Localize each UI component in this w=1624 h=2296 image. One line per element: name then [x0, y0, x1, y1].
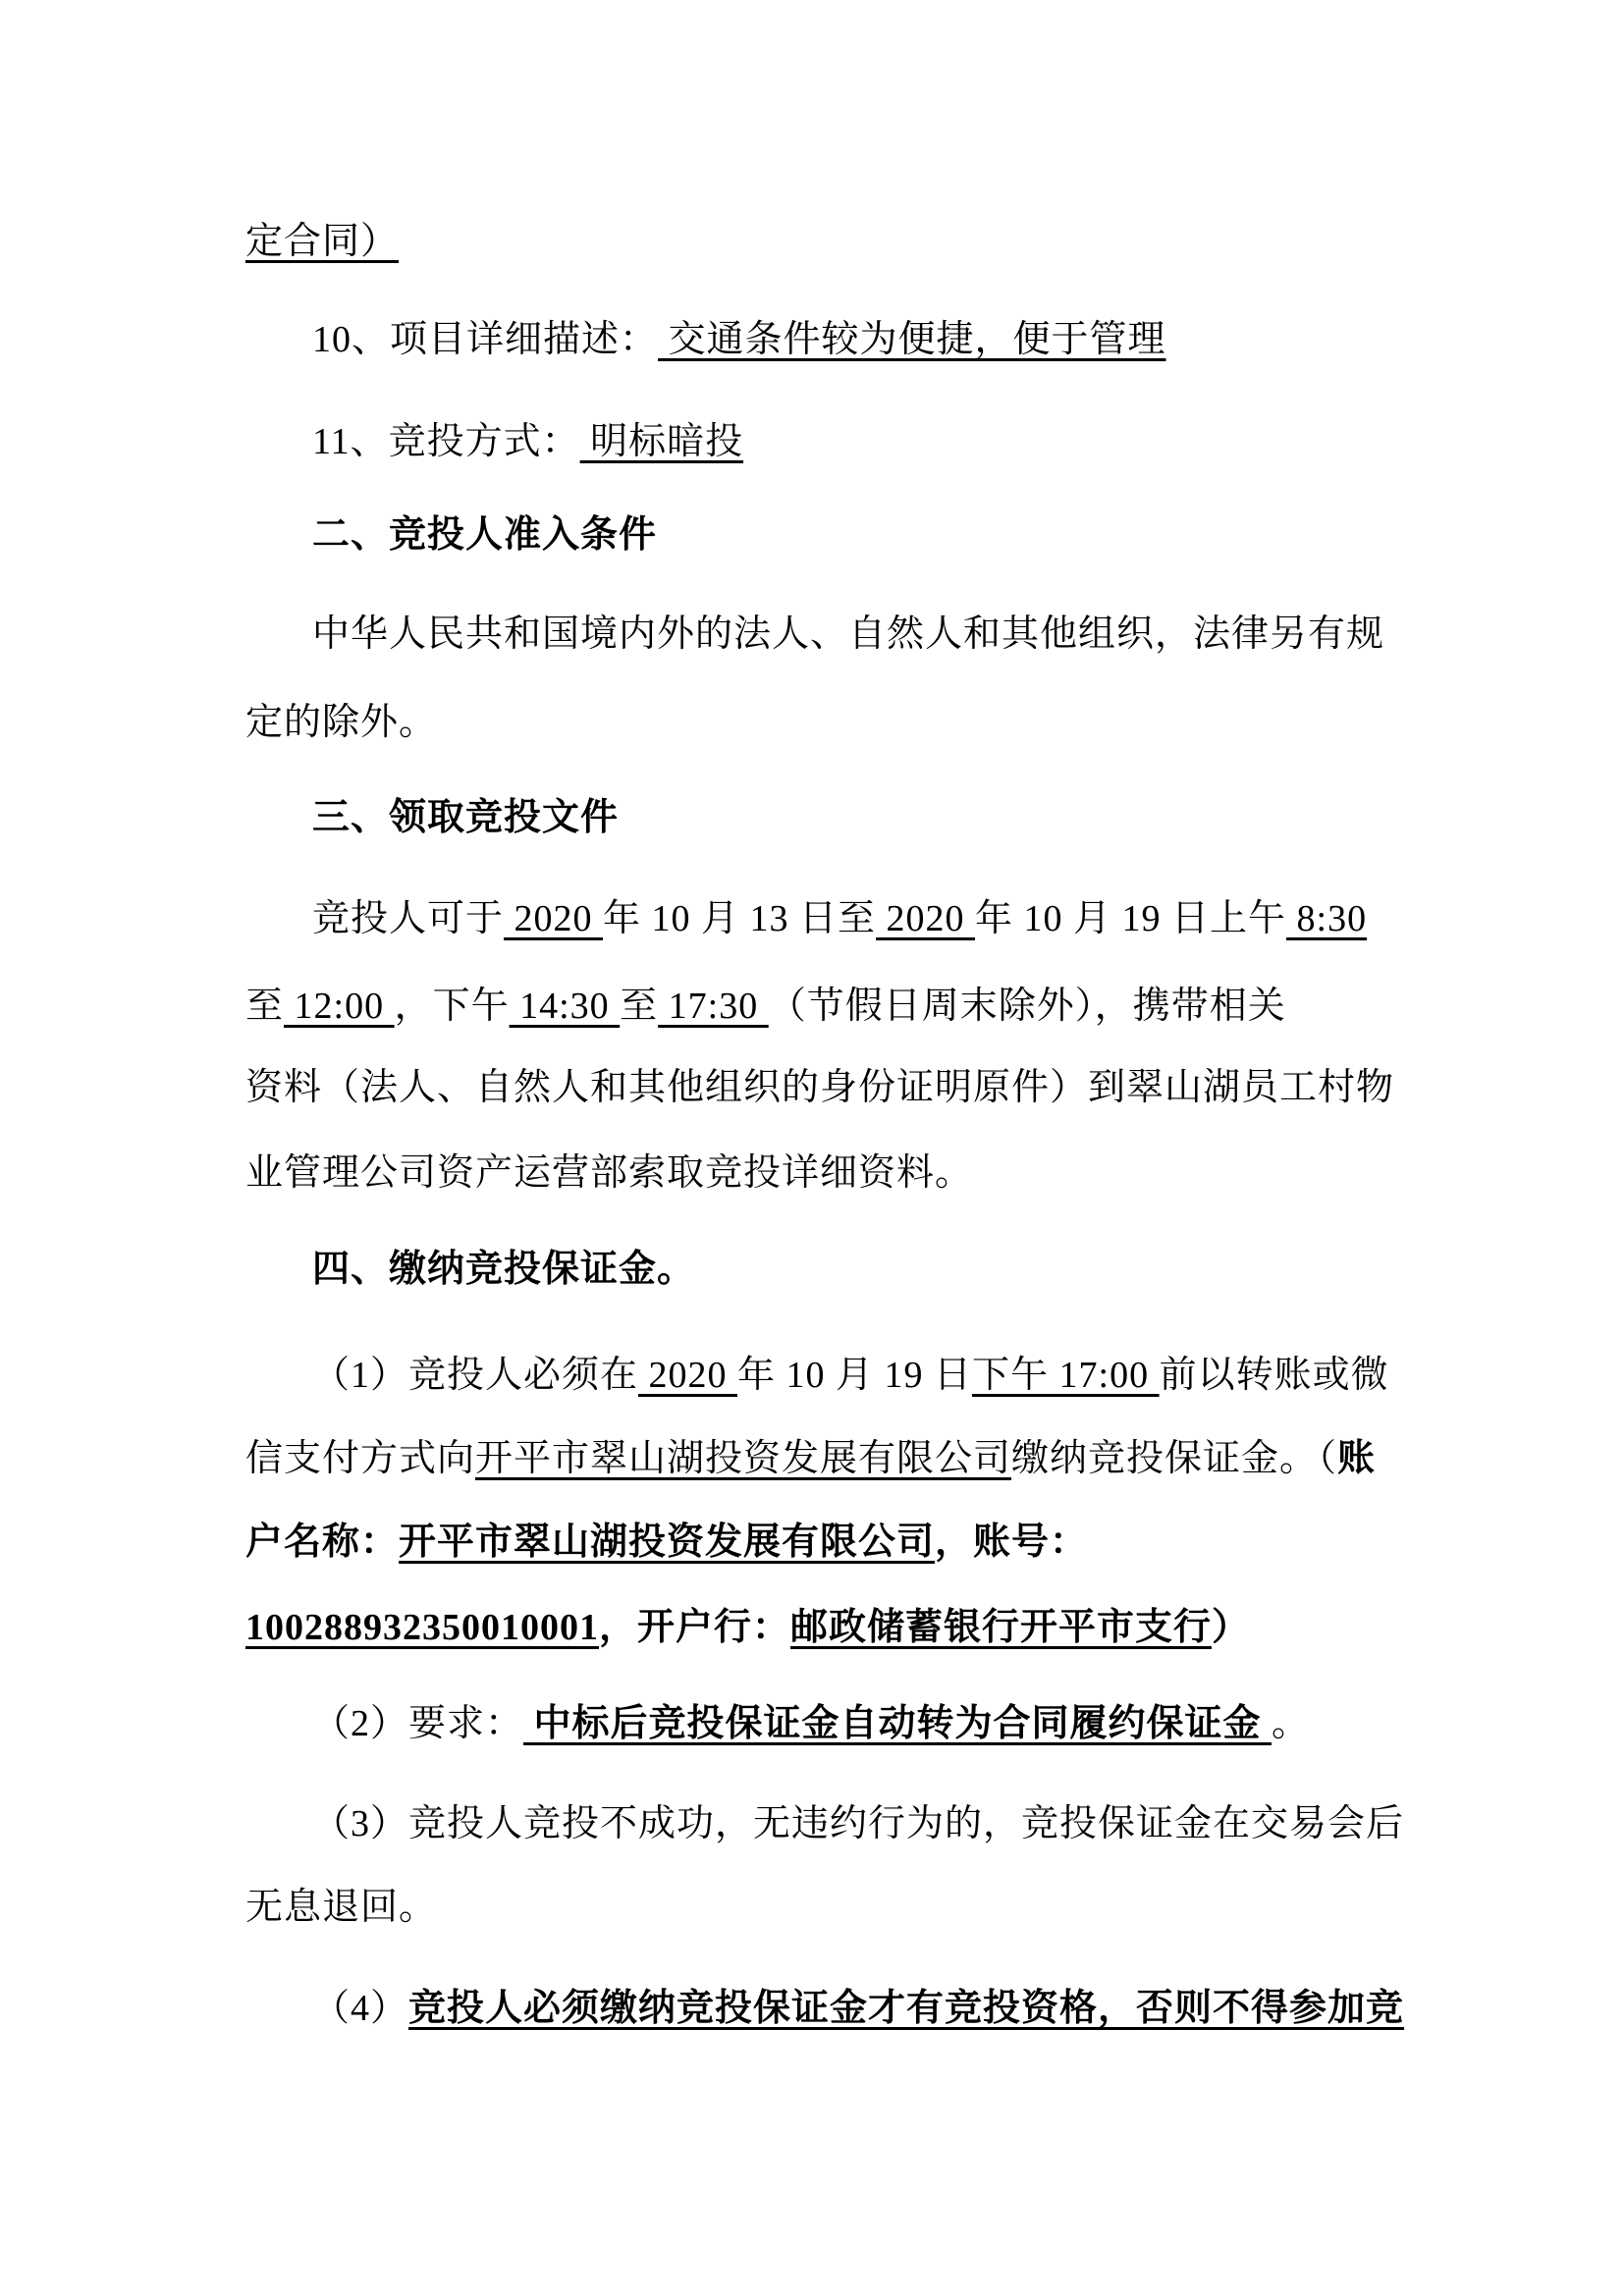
account-holder-name: 开平市翠山湖投资发展有限公司 [399, 1522, 936, 1563]
body-text: （节假日周末除外），携带相关 [768, 986, 1286, 1027]
clause-3-line-2 [245, 1886, 437, 1929]
heading-text: 二、竞投人准入条件 [312, 514, 658, 556]
body-text: （1）竞投人必须在 [312, 1355, 639, 1396]
filled-in-year: 2020 [638, 1355, 738, 1396]
body-text: 定的除外。 [245, 702, 438, 743]
section-3-heading [312, 796, 619, 839]
contract-note-continuation [245, 220, 399, 263]
body-text: 中华人民共和国境内外的法人、自然人和其他组织，法律另有规 [312, 614, 1385, 655]
section-4-heading [312, 1248, 695, 1291]
section-2-body-line-1 [312, 613, 1384, 656]
bold-text: 账 [1337, 1438, 1377, 1479]
filled-in-value: 明标暗投 [579, 421, 744, 462]
section-3-body-line-2 [245, 985, 1286, 1028]
clause-label: （2）要求： [312, 1703, 524, 1744]
bank-label: ，开户行： [599, 1607, 791, 1648]
item-10-project-description [312, 318, 1166, 361]
body-text: 无息退回。 [245, 1887, 438, 1928]
account-name-label: 户名称： [245, 1522, 400, 1563]
item-11-bidding-method [312, 420, 743, 463]
filled-in-time: 12:00 [284, 986, 395, 1027]
body-text: 。 [1272, 1703, 1311, 1744]
filled-in-deadline: 下午 17:00 [972, 1355, 1160, 1396]
body-text: （3）竞投人竞投不成功，无违约行为的，竞投保证金在交易会后 [312, 1803, 1405, 1844]
body-text: 年 10 月 13 日至 [603, 898, 877, 939]
section-3-body-line-1 [312, 897, 1367, 940]
payee-company-name: 开平市翠山湖投资发展有限公司 [475, 1438, 1012, 1479]
filled-in-time: 17:30 [658, 986, 769, 1027]
account-number: 100288932350010001 [245, 1607, 599, 1648]
clause-1-line-1 [312, 1354, 1389, 1397]
filled-in-year: 2020 [876, 898, 976, 939]
filled-in-time: 8:30 [1286, 898, 1368, 939]
heading-text: 四、缴纳竞投保证金。 [312, 1249, 696, 1290]
bank-name: 邮政储蓄银行开平市支行 [790, 1607, 1213, 1648]
body-text: 业管理公司资产运营部索取竞投详细资料。 [245, 1152, 974, 1194]
clause-1-line-3 [245, 1521, 1088, 1564]
body-text: 年 10 月 19 日上午 [975, 898, 1287, 939]
section-2-body-line-2 [245, 701, 437, 744]
filled-in-time: 14:30 [509, 986, 621, 1027]
clause-2 [312, 1702, 1310, 1745]
body-text: 缴纳竞投保证金。（ [1011, 1438, 1338, 1479]
mandatory-requirement-text: 竞投人必须缴纳竞投保证金才有竞投资格，否则不得参加竞 [408, 1988, 1405, 2029]
clause-1-line-2 [245, 1437, 1376, 1480]
body-text: 前以转账或微 [1159, 1355, 1389, 1396]
body-text: 信支付方式向 [245, 1438, 476, 1479]
section-2-heading [312, 513, 657, 557]
closing-paren: ） [1212, 1607, 1251, 1648]
underlined-text: 定合同） [245, 221, 400, 262]
body-text: 至 [245, 986, 285, 1027]
clause-1-line-4 [245, 1606, 1250, 1649]
account-number-label: ，账号： [935, 1522, 1089, 1563]
section-3-body-line-4 [245, 1151, 973, 1195]
body-text: 年 10 月 19 日 [737, 1355, 973, 1396]
heading-text: 三、领取竞投文件 [312, 797, 620, 838]
clause-4 [312, 1987, 1404, 2030]
body-text: 资料（法人、自然人和其他组织的身份证明原件）到翠山湖员工村物 [245, 1067, 1395, 1108]
body-text: 至 [620, 986, 659, 1027]
clause-label: （4） [312, 1988, 409, 2029]
requirement-text: 中标后竞投保证金自动转为合同履约保证金 [523, 1703, 1272, 1744]
clause-3-line-1 [312, 1802, 1404, 1845]
body-text: 竞投人可于 [312, 898, 505, 939]
item-label: 10、项目详细描述： [312, 319, 659, 360]
filled-in-year: 2020 [504, 898, 604, 939]
body-text: ，下午 [394, 986, 510, 1027]
filled-in-value: 交通条件较为便捷，便于管理 [658, 319, 1166, 360]
section-3-body-line-3 [245, 1066, 1394, 1109]
item-label: 11、竞投方式： [312, 421, 580, 462]
